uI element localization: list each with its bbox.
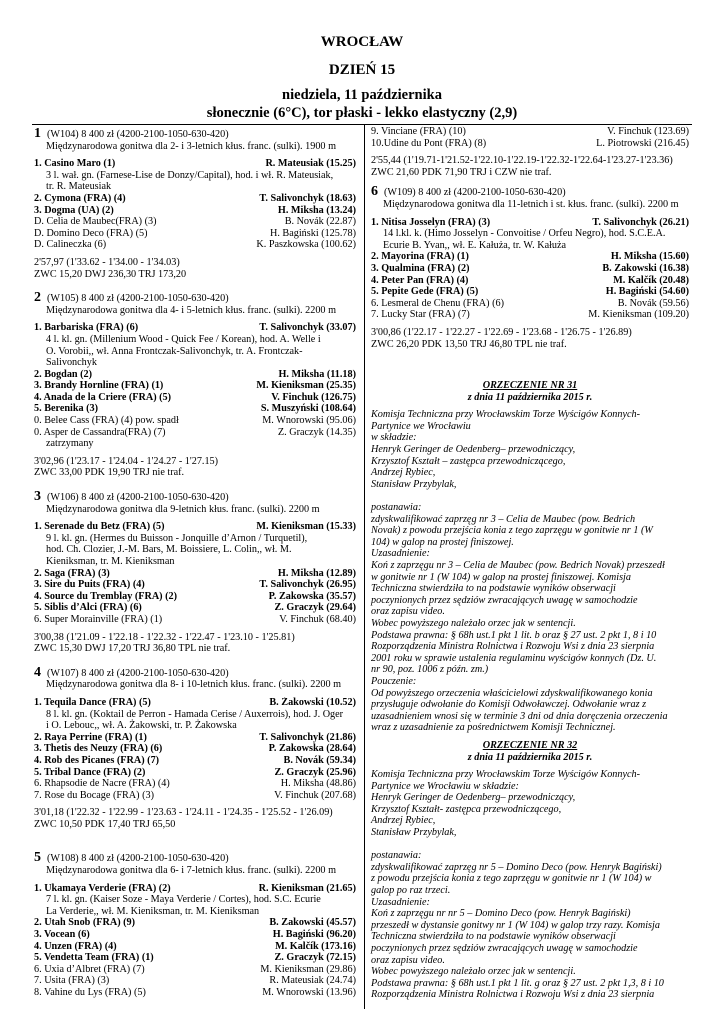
ruling-line: Partynice we Wrocławiu w składzie:	[371, 780, 519, 792]
spacer	[34, 830, 356, 840]
ruling-line: postanawia:	[371, 502, 422, 514]
race-purse: (W108) 8 400 zł (4200-2100-1050-630-420)	[47, 853, 229, 865]
race-payouts: ZWC 10,50 PDK 17,40 TRJ 65,50	[34, 818, 176, 830]
driver-odds: B. Novák (22.87)	[284, 216, 356, 228]
ruling-line	[371, 839, 689, 851]
result-row	[34, 369, 356, 381]
ruling-line: oraz zapisu video.	[371, 954, 445, 966]
race-times: 2'55,44 (1'19.71-1'21.52-1'22.10-1'22.19-1'22.32-1'22.64-1'23.27-1'23.36)	[371, 155, 673, 167]
ruling-line: Krzysztof Kształt- zastępca przewodniczącego,	[371, 803, 562, 815]
result-row	[34, 158, 356, 170]
driver-odds: H. Miksha (11.18)	[278, 368, 356, 380]
driver-odds: H. Miksha (15.60)	[610, 251, 689, 263]
race-payouts: ZWC 21,60 PDK 71,90 TRJ i CZW nie traf.	[371, 166, 552, 178]
result-row	[34, 415, 356, 427]
result-row	[34, 216, 356, 228]
ruling-line: zdyskwalifikować zaprzęg nr 3 – Celia de Maubec (pow. Bedrich	[371, 513, 636, 525]
horse-name: 7. Usita (FRA) (3)	[34, 975, 110, 987]
driver-odds: M. Kieniksman (109.20)	[588, 309, 689, 321]
ruling-line: Novak) z powodu przejścia konia z tego zaprzęgu w gonitwie nr 1 (W	[371, 525, 653, 537]
spacer	[371, 178, 689, 184]
winner-details: 14 l.kl. k. (Himo Josselyn - Convoitise / Orfeu Negro), hod. S.C.E.A.	[383, 228, 666, 240]
result-row	[34, 239, 356, 251]
ruling-line: zdyskwalifikować zaprzęg nr 5 – Domino Deco (pow. Henryk Bagiński)	[371, 861, 662, 873]
ruling-line: galop po raz trzeci.	[371, 885, 451, 897]
driver-odds: Z. Graczyk (29.64)	[274, 602, 356, 614]
result-row	[34, 697, 356, 709]
race-description: Międzynarodowa gonitwa dla 8- i 10-letnich kłus. franc. (sulki). 2200 m	[46, 679, 342, 691]
result-row	[34, 743, 356, 755]
spacer	[34, 840, 356, 850]
horse-name: D. Calineczka (6)	[34, 239, 107, 251]
driver-odds: B. Żakowski (10.52)	[269, 696, 356, 708]
race-description: Międzynarodowa gonitwa dla 2- i 3-letnich kłus. franc. (sulki). 1900 m	[46, 140, 336, 152]
race-purse: (W109) 8 400 zł (4200-2100-1050-630-420)	[384, 187, 566, 199]
driver-odds: Z. Graczyk (72.15)	[274, 952, 356, 964]
result-row	[371, 275, 689, 287]
horse-name: 5. Berenika (3)	[34, 403, 99, 415]
ruling-line: Rozporządzenia Ministra Rolnictwa i Rozwoju Wsi z dnia 23 sierpnia	[371, 641, 655, 653]
ruling-line: Uzasadnienie:	[371, 896, 430, 908]
race-block	[34, 128, 356, 280]
race-description: Międzynarodowa gonitwa dla 4- i 5-letnich kłus. franc. (sulki). 2200 m	[46, 304, 336, 316]
race-payouts: ZWC 15,30 DWJ 17,20 TRJ 36,80 TPL nie traf.	[34, 643, 231, 655]
result-row	[34, 790, 356, 802]
spacer	[371, 370, 689, 380]
horse-name: 5. Pepite Gede (FRA) (5)	[371, 286, 479, 298]
result-row	[34, 205, 356, 217]
race-header	[34, 292, 356, 305]
result-row	[34, 987, 356, 999]
result-row	[371, 217, 689, 229]
ruling-line: 2001 roku w sprawie ustalenia regulaminu wyścigów konnych (Dz. U.	[371, 652, 657, 664]
ruling-line: Rozporządzenia Ministra Rolnictwa i Rozwoju Wsi z dnia 23 sierpnia	[371, 989, 655, 1001]
ruling-line: Krzysztof Kształt – zastępca przewodniczącego,	[371, 455, 566, 467]
horse-name: 10.Udine du Pont (FRA) (8)	[371, 137, 487, 149]
driver-odds: Z. Graczyk (14.35)	[277, 426, 356, 438]
driver-odds: M. Kieniksman (29.86)	[260, 963, 356, 975]
race-times: 3'01,18 (1'22.32 - 1'22.99 - 1'23.63 - 1'24.11 - 1'24.35 - 1'25.52 - 1'26.09)	[34, 807, 333, 819]
horse-name: 8. Vahine du Lys (FRA) (5)	[34, 987, 146, 998]
ruling-title: ORZECZENIE NR 32	[482, 739, 578, 751]
driver-odds: M. Wnorowski (95.06)	[262, 415, 356, 427]
conditions-line: słonecznie (6°C), tor płaski - lekko elastyczny (2,9)	[206, 105, 518, 121]
driver-odds: V. Finchuk (68.40)	[279, 613, 356, 625]
winner-details: 4 l. kl. gn. (Millenium Wood - Quick Fee / Korean), hod. A. Welle i	[46, 333, 321, 345]
horse-name: 4. Source du Tremblay (FRA) (2)	[34, 590, 177, 602]
result-row	[34, 767, 356, 779]
horse-name: 4. Anada de la Criere (FRA) (5)	[34, 391, 172, 403]
ruling-line: z powodu przejścia konia z tego zaprzęgu w gonitwie nr 1 (W 104) w	[371, 873, 652, 885]
ruling-line: Koń z zaprzęgu nr 3 – Celia de Maubec (pow. Bedrich Novak) przeszedł	[371, 560, 665, 571]
driver-odds: M. Kalčík (173.16)	[275, 940, 356, 952]
race-times: 3'02,96 (1'23.17 - 1'24.04 - 1'24.27 - 1'27.15)	[34, 455, 219, 467]
ruling-line: Podstawa prawna: § 68h ust.1 pkt 1 lit. b oraz § 27 ust. 2 pkt 1, 8 i 10	[371, 629, 657, 641]
result-row	[34, 755, 356, 767]
horse-name: 2. Utah Snob (FRA) (9)	[34, 917, 136, 929]
race-block	[34, 664, 356, 831]
winner-details: O. Vorobii,, wł. Anna Frontczak-Salivonchyk, tr. A. Frontczak-	[46, 345, 303, 357]
winner-details: La Verderie,, wł. M. Kieniksman, tr. M. Kieniksman	[46, 905, 260, 917]
result-row	[371, 286, 689, 298]
race-header	[34, 852, 356, 865]
header-divider	[32, 124, 692, 125]
horse-name: 6. Rhapsodie de Nacre (FRA) (4)	[34, 778, 170, 790]
ruling-line: Techniczna stwierdziła to na podstawie wyników obserwacji	[371, 931, 616, 943]
result-row	[371, 263, 689, 275]
horse-name: 5. Vendetta Team (FRA) (1)	[34, 952, 154, 964]
ruling-block	[371, 380, 689, 734]
driver-odds: B. Novák (59.56)	[617, 297, 689, 309]
date-conditions	[0, 86, 724, 122]
driver-odds: V. Finchuk (207.68)	[274, 789, 356, 801]
driver-odds: V. Finchuk (126.75)	[271, 391, 356, 403]
horse-name: 7. Rose du Bocage (FRA) (3)	[34, 789, 154, 801]
winner-details: 7 l. kl. gn. (Kaiser Soze - Maya Verderie / Cortes), hod. S.C. Ecurie	[46, 894, 321, 906]
race-times: 2'57,97 (1'33.62 - 1'34.00 - 1'34.03)	[34, 256, 180, 268]
race-note: zatrzymany	[46, 438, 94, 450]
result-row	[371, 138, 689, 150]
result-row	[34, 964, 356, 976]
result-row	[34, 883, 356, 895]
result-row	[371, 251, 689, 263]
horse-name: 7. Lucky Star (FRA) (7)	[371, 309, 470, 321]
spacer	[34, 655, 356, 665]
driver-odds: P. Zakowska (35.57)	[268, 590, 356, 602]
ruling-date: z dnia 11 października 2015 r.	[467, 391, 593, 403]
ruling-line: Partynice we Wrocławiu	[371, 420, 471, 432]
horse-name: 4. Peter Pan (FRA) (4)	[371, 274, 469, 286]
result-row	[34, 380, 356, 392]
ruling-line: postanawia:	[371, 850, 422, 862]
race-header	[34, 664, 356, 680]
spacer	[34, 479, 356, 489]
ruling-line: Podstawa prawna: § 68h ust.1 pkt 1 lit. g oraz § 27 ust. 2 pkt 1,3, 8 i 10	[371, 977, 664, 989]
driver-odds: T. Salivonchyk (33.07)	[259, 322, 356, 334]
race-purse: (W107) 8 400 zł (4200-2100-1050-630-420)	[47, 667, 229, 679]
race-block	[371, 126, 689, 178]
horse-name: 9. Vinciane (FRA) (10)	[371, 126, 466, 137]
result-row	[34, 975, 356, 987]
winner-details: 3 l. wał. gn. (Farnese-Lise de Donzy/Capital), hod. i wł. R. Mateusiak,	[46, 169, 334, 181]
result-row	[371, 309, 689, 321]
ruling-line: Techniczna stwierdziła to na podstawie wyników obserwacji	[371, 583, 616, 595]
column-divider	[364, 124, 365, 1009]
winner-details: Salivonchyk	[46, 357, 97, 369]
ruling-line: przeszedł w dystansie gonitwy nr 1 (W 104) w galop trzy razy. Komisja	[371, 919, 660, 931]
horse-name: 1. Tequila Dance (FRA) (5)	[34, 696, 151, 708]
driver-odds: L. Piotrowski (216.45)	[596, 137, 689, 149]
race-block	[34, 852, 356, 998]
spacer	[371, 360, 689, 370]
ruling-line: w gonitwie nr 1 (W 104) w galop na prostej finiszowej. Komisja	[371, 571, 631, 583]
ruling-line: Stanisław Przybylak,	[371, 478, 457, 490]
result-row	[34, 941, 356, 953]
winner-details: Ecurie B. Yvan,, wł. E. Kałuża, tr. W. Kałuża	[383, 239, 567, 251]
race-header	[371, 186, 689, 199]
horse-name: 1. Nitisa Josselyn (FRA) (3)	[371, 216, 491, 228]
result-row	[34, 732, 356, 744]
driver-odds: H. Bagiński (125.78)	[269, 227, 356, 239]
driver-odds: B. Zakowski (45.57)	[269, 917, 356, 929]
winner-details: i O. Lebouc,, wł. A. Żakowski, tr. P. Żakowska	[46, 720, 237, 732]
ruling-line: w składzie:	[371, 432, 417, 444]
result-row	[34, 228, 356, 240]
winner-details: tr. R. Mateusiak	[46, 181, 112, 193]
result-row	[34, 929, 356, 941]
horse-name: 1. Serenade du Betz (FRA) (5)	[34, 521, 165, 533]
ruling-line	[371, 490, 689, 502]
horse-name: 4. Unzen (FRA) (4)	[34, 940, 117, 952]
driver-odds: T. Salivonchyk (26.95)	[259, 579, 356, 591]
ruling-line: Pouczenie:	[371, 675, 417, 687]
result-row	[34, 392, 356, 404]
horse-name: 1. Casino Maro (1)	[34, 158, 116, 170]
race-header	[34, 128, 356, 141]
race-block	[34, 491, 356, 655]
driver-odds: K. Paszkowska (100.62)	[256, 239, 356, 251]
driver-odds: Z. Graczyk (25.96)	[274, 766, 356, 778]
race-block	[371, 186, 689, 350]
horse-name: 1. Barbariska (FRA) (6)	[34, 322, 139, 334]
horse-name: 2. Cymona (FRA) (4)	[34, 192, 126, 204]
driver-odds: T. Salivonchyk (21.86)	[259, 731, 356, 743]
driver-odds: M. Kieniksman (25.35)	[256, 380, 356, 392]
ruling-title: ORZECZENIE NR 31	[482, 380, 578, 392]
driver-odds: R. Mateusiak (15.25)	[265, 158, 356, 170]
race-header	[34, 491, 356, 504]
ruling-line: oraz zapisu video.	[371, 606, 445, 618]
winner-details: Kieniksman, tr. M. Kieniksman	[46, 556, 175, 567]
result-row	[371, 126, 689, 138]
race-number: 4	[34, 664, 41, 680]
result-row	[34, 591, 356, 603]
horse-name: 2. Raya Perrine (FRA) (1)	[34, 731, 147, 743]
driver-odds: H. Miksha (13.24)	[277, 204, 356, 216]
ruling-line: Komisja Techniczna przy Wrocławskim Torze Wyścigów Konnych-	[371, 769, 641, 781]
ruling-line: nr 90, poz. 1006 z późn. zm.)	[371, 664, 489, 676]
horse-name: 3. Dogma (UA) (2)	[34, 204, 114, 216]
driver-odds: V. Finchuk (123.69)	[607, 126, 689, 137]
result-row	[34, 917, 356, 929]
horse-name: 6. Super Morainville (FRA) (1)	[34, 613, 163, 625]
ruling-line: Henryk Geringer de Oedenberg– przewodniczący,	[371, 444, 576, 456]
ruling-line: Henryk Geringer de Oedenberg– przewodniczący,	[371, 792, 576, 804]
horse-name: 3. Vocean (6)	[34, 929, 90, 941]
driver-odds: T. Salivonchyk (18.63)	[259, 192, 356, 204]
driver-odds: B. Novák (59.34)	[283, 754, 356, 766]
horse-name: 6. Lesmeral de Chenu (FRA) (6)	[371, 297, 504, 309]
driver-odds: M. Wnorowski (13.96)	[262, 987, 356, 998]
winner-details: 8 l. kl. gn. (Koktail de Perron - Hamada Cerise / Auxerrois), hod. J. Oger	[46, 708, 344, 720]
ruling-line: przysługuje odwołanie do Komisji Odwoławczej. Odwołanie wraz z	[371, 699, 647, 711]
driver-odds: T. Salivonchyk (26.21)	[592, 216, 689, 228]
race-purse: (W105) 8 400 zł (4200-2100-1050-630-420)	[47, 293, 229, 305]
page-title: WROCŁAW	[320, 34, 404, 50]
race-number: 2	[34, 290, 41, 306]
horse-name: 3. Sire du Puits (FRA) (4)	[34, 579, 145, 591]
horse-name: 3. Thetis des Neuzy (FRA) (6)	[34, 743, 163, 755]
ruling-line: poczynionych przez sędziów zwracających uwagę w samochodzie	[371, 594, 638, 606]
result-row	[34, 952, 356, 964]
race-purse: (W106) 8 400 zł (4200-2100-1050-630-420)	[47, 492, 229, 504]
result-row	[34, 602, 356, 614]
ruling-line: Wobec powyższego należało orzec jak w sentencji.	[371, 617, 576, 629]
horse-name: 1. Ukamaya Verderie (FRA) (2)	[34, 882, 171, 894]
horse-name: 0. Belee Cass (FRA) (4) pow. spadł	[34, 415, 179, 427]
horse-name: 6. Uxia d’Albret (FRA) (7)	[34, 963, 145, 975]
result-row	[34, 568, 356, 580]
driver-odds: H. Bagiński (54.60)	[605, 286, 689, 298]
horse-name: 0. Asper de Cassandra(FRA) (7)	[34, 426, 166, 438]
horse-name: 2. Bogdan (2)	[34, 368, 93, 380]
ruling-line: Andrzej Rybiec,	[371, 467, 436, 479]
horse-name: D. Domino Deco (FRA) (5)	[34, 227, 148, 239]
result-row	[371, 298, 689, 310]
race-number: 6	[371, 184, 378, 200]
ruling-line: poczynionych przez sędziów zwracających uwagę w samochodzie	[371, 943, 638, 954]
result-row	[34, 403, 356, 415]
driver-odds: M. Kieniksman (15.33)	[256, 521, 356, 533]
driver-odds: H. Miksha (48.86)	[280, 778, 356, 790]
result-row	[34, 778, 356, 790]
race-payouts: ZWC 33,00 PDK 19,90 TRJ nie traf.	[34, 467, 185, 479]
horse-name: 4. Rob des Picanes (FRA) (7)	[34, 754, 160, 766]
horse-name: 2. Saga (FRA) (3)	[34, 567, 110, 579]
race-description: Międzynarodowa gonitwa dla 11-letnich i st. kłus. franc. (sulki). 2200 m	[383, 198, 679, 210]
right-column	[371, 126, 689, 1001]
race-payouts: ZWC 26,20 PDK 13,50 TRJ 46,80 TPL nie traf.	[371, 338, 567, 350]
race-payouts: ZWC 15,20 DWJ 236,30 TRJ 173,20	[34, 268, 187, 280]
ruling-line: Uzasadnienie:	[371, 548, 430, 560]
ruling-line: Stanisław Przybylak,	[371, 827, 457, 839]
ruling-line: wraz z uzasadnienie za pośrednictwem Komisji Technicznej.	[371, 722, 616, 734]
driver-odds: H. Bagiński (96.20)	[272, 929, 356, 941]
horse-name: 3. Brandy Hornline (FRA) (1)	[34, 380, 164, 392]
winner-details: hod. Ch. Clozier, J.-M. Bars, M. Boissiere, L. Colin,, wł. M.	[46, 544, 292, 556]
ruling-line: Komisja Techniczna przy Wrocławskim Torze Wyścigów Konnych-	[371, 409, 641, 421]
result-row	[34, 521, 356, 533]
race-description: Międzynarodowa gonitwa dla 9-letnich kłus. franc. (sulki). 2200 m	[46, 503, 320, 515]
race-number: 1	[34, 126, 41, 141]
ruling-line: Od powyższego orzeczenia właścicielowi zdyskwalifikowanego konia	[371, 687, 653, 699]
ruling-date: z dnia 11 października 2015 r.	[467, 751, 593, 763]
race-times: 3'00,38 (1'21.09 - 1'22.18 - 1'22.32 - 1'22.47 - 1'23.10 - 1'25.81)	[34, 631, 295, 643]
ruling-line: Wobec powyższego należało orzec jak w sentencji.	[371, 966, 576, 978]
race-number: 3	[34, 489, 41, 505]
horse-name: D. Celia de Maubec(FRA) (3)	[34, 216, 157, 228]
horse-name: 3. Qualmina (FRA) (2)	[371, 262, 470, 274]
driver-odds: H. Miksha (12.89)	[277, 567, 356, 579]
driver-odds: R. Mateusiak (24.74)	[269, 975, 356, 987]
driver-odds: P. Zakowska (28.64)	[268, 743, 356, 755]
race-times: 3'00,86 (1'22.17 - 1'22.27 - 1'22.69 - 1'23.68 - 1'26.75 - 1'26.89)	[371, 326, 632, 338]
ruling-line: Andrzej Rybiec,	[371, 815, 436, 827]
winner-details: 9 l. kl. gn. (Hermes du Buisson - Jonquille d’Arnon / Turquetil),	[46, 532, 308, 544]
race-purse: (W104) 8 400 zł (4200-2100-1050-630-420)	[47, 129, 229, 140]
driver-odds: B. Zakowski (16.38)	[602, 262, 689, 274]
race-description: Międzynarodowa gonitwa dla 6- i 7-letnich kłus. franc. (sulki). 2200 m	[46, 865, 336, 877]
driver-odds: M. Kalčík (20.48)	[613, 274, 689, 286]
result-row	[34, 427, 356, 439]
day-title: DZIEŃ 15	[328, 62, 396, 78]
spacer	[34, 280, 356, 290]
race-number: 5	[34, 850, 41, 866]
horse-name: 5. Siblis d’Alci (FRA) (6)	[34, 602, 142, 614]
result-row	[34, 614, 356, 626]
ruling-line: Koń z zaprzęgu nr nr 5 – Domino Deco (pow. Henryk Bagiński)	[371, 908, 631, 920]
horse-name: 2. Mayorina (FRA) (1)	[371, 251, 469, 263]
ruling-line: uzasadnieniem wnosi się w terminie 3 dni od dnia doręczenia orzeczenia	[371, 710, 668, 722]
ruling-block	[371, 740, 689, 1001]
ruling-line: 104) w galop na prostej finiszowej.	[371, 536, 514, 548]
race-block	[34, 292, 356, 479]
result-row	[34, 193, 356, 205]
result-row	[34, 579, 356, 591]
result-row	[34, 322, 356, 334]
driver-odds: R. Kieniksman (21.65)	[258, 882, 356, 894]
horse-name: 5. Tribal Dance (FRA) (2)	[34, 766, 146, 778]
left-column	[34, 126, 356, 999]
date-line: niedziela, 11 października	[282, 87, 442, 103]
driver-odds: S. Muszyński (108.64)	[260, 403, 356, 415]
spacer	[371, 350, 689, 360]
